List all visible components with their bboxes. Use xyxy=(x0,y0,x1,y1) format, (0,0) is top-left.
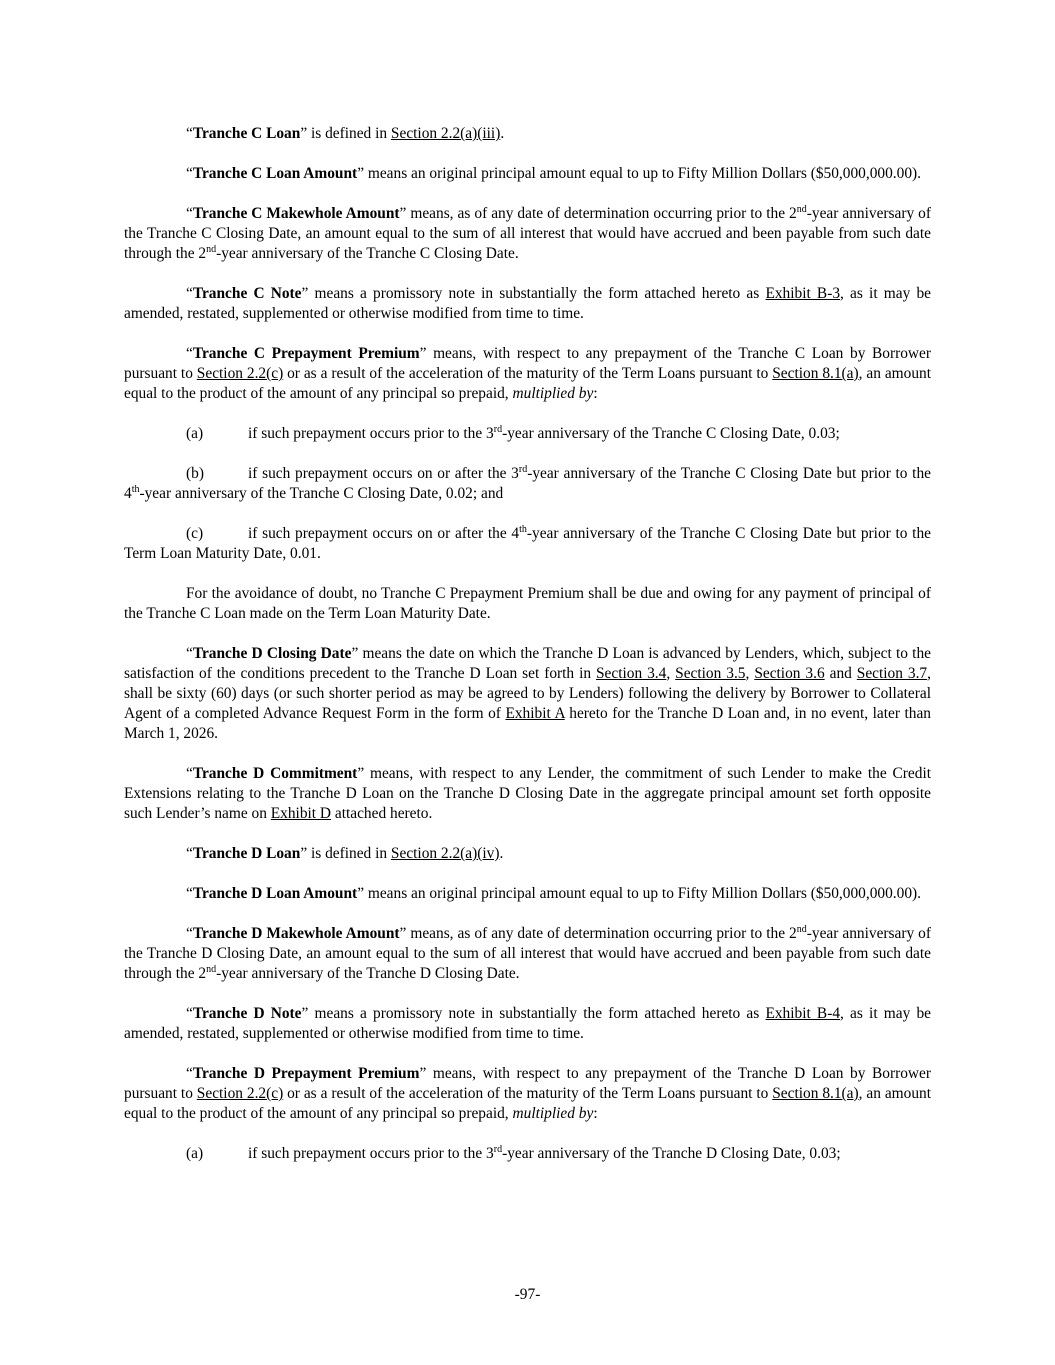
section-reference: Section 8.1(a) xyxy=(772,1085,859,1102)
definition-tranche-d-note: “Tranche D Note” means a promissory note in substantially the form attached hereto as Exhibit B-4, as it may be amended, restated, supplemented or otherwise modified from time to time. xyxy=(124,1005,931,1042)
tranche-c-premium-item-a: (a) if such prepayment occurs prior to the 3rd-year anniversary of the Tranche C Closing Date, 0.03; xyxy=(186,423,840,442)
defined-term: Tranche D Loan xyxy=(192,845,301,862)
defined-term: Tranche D Prepayment Premium xyxy=(192,1065,420,1082)
definition-tranche-d-makewhole-amount: “Tranche D Makewhole Amount” means, as of any date of determination occurring prior to the 2nd-year anniversary of the Tranche D Closing Date, an amount equal to the sum of all interest that would have accrued and been payable from such date through the 2nd-year anniversary of the Tranche D Closing Date. xyxy=(124,923,931,982)
item-label: (a) xyxy=(186,425,204,442)
definition-tranche-c-note: “Tranche C Note” means a promissory note in substantially the form attached hereto as Exhibit B-3, as it may be amended, restated, supplemented or otherwise modified from time to time. xyxy=(124,285,931,322)
section-reference: Section 3.4 xyxy=(596,665,667,682)
page-number: -97- xyxy=(514,1286,541,1303)
exhibit-reference: Exhibit D xyxy=(270,805,332,822)
item-label: (b) xyxy=(186,465,204,482)
section-reference: Section 3.5 xyxy=(675,665,746,682)
document-page xyxy=(124,124,931,1184)
defined-term: Tranche D Commitment xyxy=(192,765,358,782)
defined-term: Tranche D Loan Amount xyxy=(192,885,358,902)
section-reference: Section 3.7 xyxy=(856,665,928,682)
defined-term: Tranche C Loan Amount xyxy=(192,165,358,182)
definition-tranche-c-makewhole-amount: “Tranche C Makewhole Amount” means, as of any date of determination occurring prior to the 2nd-year anniversary of the Tranche C Closing Date, an amount equal to the sum of all interest that would have accrued and been payable from such date through the 2nd-year anniversary of the Tranche C Closing Date. xyxy=(124,203,931,262)
definition-tranche-c-loan: “Tranche C Loan” is defined in Section 2.2(a)(iii). xyxy=(186,125,505,142)
tranche-c-premium-item-c: (c) if such prepayment occurs on or after the 4th-year anniversary of the Tranche C Closing Date but prior to the Term Loan Maturity Date, 0.01. xyxy=(124,523,931,562)
definition-tranche-d-closing-date: “Tranche D Closing Date” means the date on which the Tranche D Loan is advanced by Lenders, which, subject to the satisfaction of the conditions precedent to the Tranche D Loan set forth in Section 3.4, Section 3.5, Section 3.6 and Section 3.7, shall be sixty (60) days (or such shorter period as may be agreed to by Lenders) following the delivery by Borrower to Collateral Agent of a completed Advance Request Form in the form of Exhibit A hereto for the Tranche D Loan and, in no event, later than March 1, 2026. xyxy=(124,645,932,742)
definition-tranche-c-prepayment-premium: “Tranche C Prepayment Premium” means, with respect to any prepayment of the Tranche C Loan by Borrower pursuant to Section 2.2(c) or as a result of the acceleration of the maturity of the Term Loans pursuant to Section 8.1(a), an amount equal to the product of the amount of any principal so prepaid, multiplied by: xyxy=(124,345,932,402)
tranche-c-premium-item-b: (b) if such prepayment occurs on or after the 3rd-year anniversary of the Tranche C Closing Date but prior to the 4th-year anniversary of the Tranche C Closing Date, 0.02; and xyxy=(124,463,931,502)
section-reference: Section 2.2(c) xyxy=(196,365,284,382)
definition-tranche-d-commitment: “Tranche D Commitment” means, with respect to any Lender, the commitment of such Lender to make the Credit Extensions relating to the Tranche D Loan on the Tranche D Closing Date in the aggregate principal amount set forth opposite such Lender’s name on Exhibit D attached hereto. xyxy=(124,765,931,822)
section-reference: Section 8.1(a) xyxy=(772,365,859,382)
item-label: (a) xyxy=(186,1145,204,1162)
exhibit-reference: Exhibit B-4 xyxy=(765,1005,841,1022)
defined-term: Tranche D Makewhole Amount xyxy=(192,925,400,942)
defined-term: Tranche C Prepayment Premium xyxy=(192,345,420,362)
definition-tranche-d-prepayment-premium: “Tranche D Prepayment Premium” means, with respect to any prepayment of the Tranche D Loan by Borrower pursuant to Section 2.2(c) or as a result of the acceleration of the maturity of the Term Loans pursuant to Section 8.1(a), an amount equal to the product of the amount of any principal so prepaid, multiplied by: xyxy=(124,1065,932,1122)
section-reference: Section 2.2(a)(iii) xyxy=(390,125,501,142)
definition-tranche-c-loan-amount: “Tranche C Loan Amount” means an original principal amount equal to up to Fifty Million Dollars ($50,000,000.00). xyxy=(186,165,921,182)
definition-tranche-d-loan: “Tranche D Loan” is defined in Section 2.2(a)(iv). xyxy=(186,845,504,862)
exhibit-reference: Exhibit A xyxy=(505,705,565,722)
tranche-d-premium-item-a: (a) if such prepayment occurs prior to the 3rd-year anniversary of the Tranche D Closing Date, 0.03; xyxy=(186,1143,841,1162)
definition-tranche-d-loan-amount: “Tranche D Loan Amount” means an original principal amount equal to up to Fifty Million Dollars ($50,000,000.00). xyxy=(186,885,921,902)
defined-term: Tranche C Makewhole Amount xyxy=(192,205,400,222)
defined-term: Tranche C Note xyxy=(192,285,302,302)
defined-term: Tranche D Closing Date xyxy=(192,645,352,662)
avoidance-of-doubt-paragraph: For the avoidance of doubt, no Tranche C Prepayment Premium shall be due and owing for any payment of principal of the Tranche C Loan made on the Term Loan Maturity Date. xyxy=(124,585,931,622)
defined-term: Tranche C Loan xyxy=(192,125,301,142)
item-label: (c) xyxy=(186,525,204,542)
section-reference: Section 2.2(a)(iv) xyxy=(390,845,500,862)
section-reference: Section 2.2(c) xyxy=(196,1085,284,1102)
defined-term: Tranche D Note xyxy=(192,1005,302,1022)
section-reference: Section 3.6 xyxy=(754,665,825,682)
exhibit-reference: Exhibit B-3 xyxy=(765,285,841,302)
